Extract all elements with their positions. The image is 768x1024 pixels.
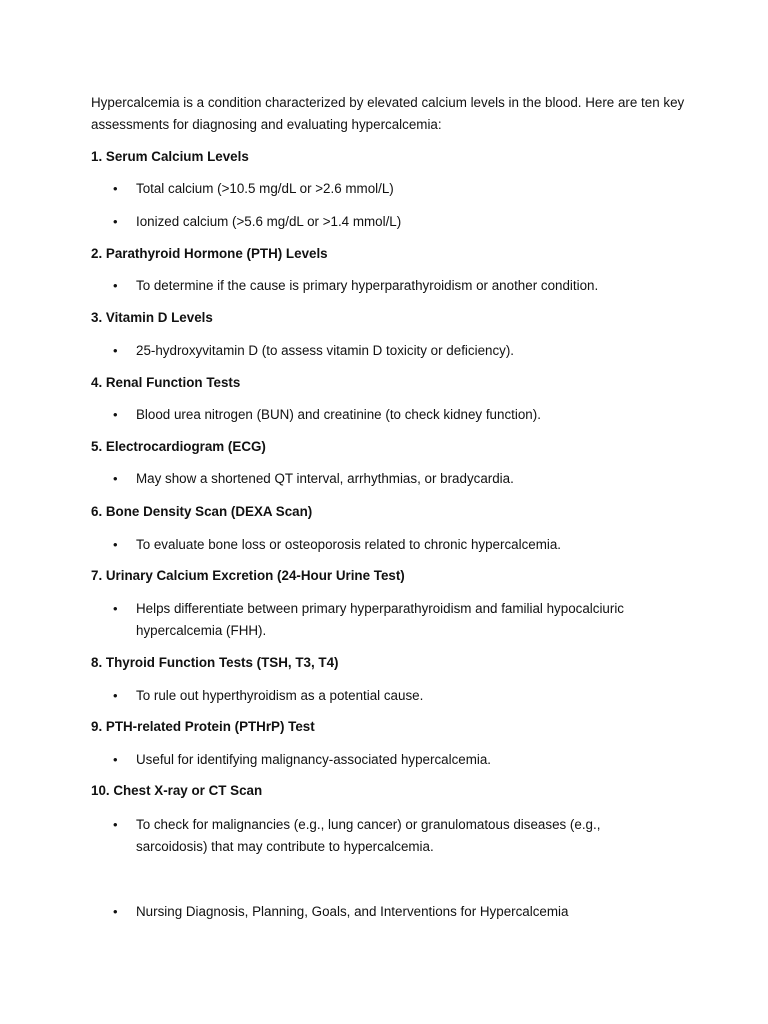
bullet-icon: • bbox=[113, 688, 118, 703]
bullet-icon: • bbox=[113, 904, 118, 919]
bullet-item: May show a shortened QT interval, arrhythmias, or bradycardia. bbox=[136, 471, 514, 486]
section-heading: 2. Parathyroid Hormone (PTH) Levels bbox=[91, 246, 328, 261]
bullet-icon: • bbox=[113, 407, 118, 422]
bullet-icon: • bbox=[113, 817, 118, 832]
section-heading: 4. Renal Function Tests bbox=[91, 375, 241, 390]
section-heading: 6. Bone Density Scan (DEXA Scan) bbox=[91, 504, 313, 519]
trailing-bullet-item: Nursing Diagnosis, Planning, Goals, and Interventions for Hypercalcemia bbox=[136, 904, 569, 919]
bullet-icon: • bbox=[113, 471, 118, 486]
bullet-icon: • bbox=[113, 343, 118, 358]
intro-paragraph: Hypercalcemia is a condition characterized by elevated calcium levels in the blood. Here are ten key assessments for diagnosing and evaluating hypercalcemia: bbox=[91, 95, 685, 132]
bullet-icon: • bbox=[113, 181, 118, 196]
bullet-icon: • bbox=[113, 214, 118, 229]
bullet-item: Useful for identifying malignancy-associated hypercalcemia. bbox=[136, 752, 492, 767]
section-heading: 5. Electrocardiogram (ECG) bbox=[91, 439, 266, 454]
section-heading: 3. Vitamin D Levels bbox=[91, 310, 213, 325]
bullet-icon: • bbox=[113, 601, 118, 616]
bullet-item: Total calcium (>10.5 mg/dL or >2.6 mmol/L) bbox=[136, 181, 394, 196]
section-heading: 7. Urinary Calcium Excretion (24-Hour Urine Test) bbox=[91, 568, 405, 583]
bullet-item: To evaluate bone loss or osteoporosis related to chronic hypercalcemia. bbox=[136, 537, 562, 552]
bullet-item: To determine if the cause is primary hyperparathyroidism or another condition. bbox=[136, 278, 599, 293]
section-heading: 8. Thyroid Function Tests (TSH, T3, T4) bbox=[91, 655, 339, 670]
bullet-icon: • bbox=[113, 752, 118, 767]
bullet-item: Ionized calcium (>5.6 mg/dL or >1.4 mmol/L) bbox=[136, 214, 402, 229]
section-heading: 9. PTH-related Protein (PTHrP) Test bbox=[91, 719, 315, 734]
section-heading: 10. Chest X-ray or CT Scan bbox=[91, 783, 263, 798]
bullet-item: To rule out hyperthyroidism as a potential cause. bbox=[136, 688, 424, 703]
bullet-item: Blood urea nitrogen (BUN) and creatinine (to check kidney function). bbox=[136, 407, 541, 422]
bullet-item: 25-hydroxyvitamin D (to assess vitamin D toxicity or deficiency). bbox=[136, 343, 515, 358]
section-heading: 1. Serum Calcium Levels bbox=[91, 149, 249, 164]
bullet-item: To check for malignancies (e.g., lung cancer) or granulomatous diseases (e.g., sarcoidosis) that may contribute to hypercalcemia. bbox=[136, 817, 601, 854]
bullet-icon: • bbox=[113, 537, 118, 552]
bullet-icon: • bbox=[113, 278, 118, 293]
bullet-item: Helps differentiate between primary hyperparathyroidism and familial hypocalciuric hypercalcemia (FHH). bbox=[136, 601, 624, 638]
